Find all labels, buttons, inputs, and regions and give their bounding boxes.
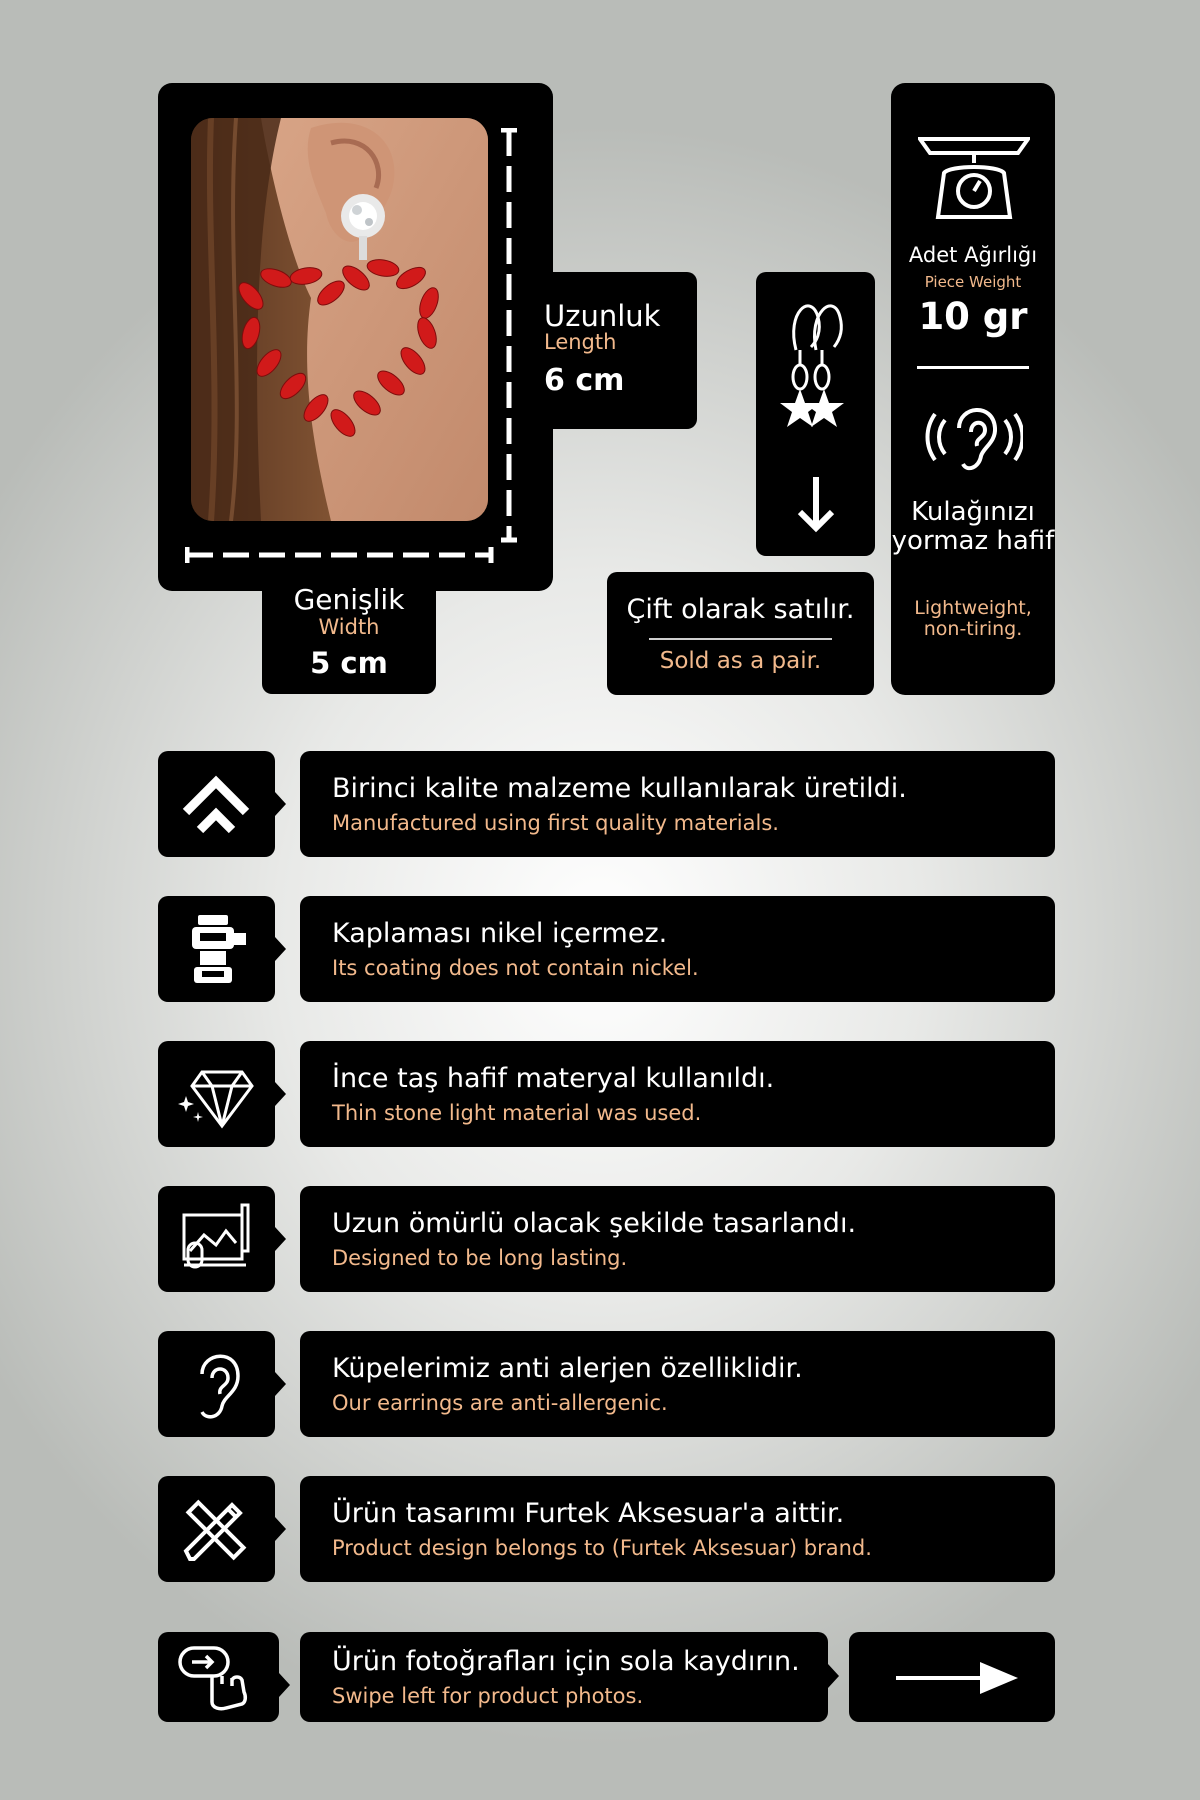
feature-text-en: Manufactured using first quality materials.	[332, 811, 779, 835]
pair-divider	[649, 638, 832, 640]
comfort-label-tr: Kulağınızı yormaz hafif	[891, 497, 1055, 556]
weight-label-tr: Adet Ağırlığı	[908, 243, 1038, 267]
length-label-en: Length	[544, 330, 617, 354]
feature-text-en: Thin stone light material was used.	[332, 1101, 702, 1125]
feature-icon-box	[158, 1041, 275, 1147]
feature-text-en: Product design belongs to (Furtek Aksesuar) brand.	[332, 1536, 872, 1560]
length-measure-line	[493, 128, 523, 543]
width-measure-line	[185, 543, 495, 567]
product-photo-card	[158, 83, 553, 591]
feature-icon-box	[158, 1186, 275, 1292]
feature-row	[300, 1476, 1055, 1582]
feature-row	[300, 896, 1055, 1002]
coating-spray-icon	[176, 909, 256, 989]
feature-text-tr: İnce taş hafif materyal kullanıldı.	[332, 1063, 775, 1094]
feature-icon-box	[158, 1331, 275, 1437]
width-value: 5 cm	[310, 646, 388, 680]
length-label-tr: Uzunluk	[544, 299, 661, 333]
sold-as-pair-card	[607, 572, 874, 695]
design-board-icon	[176, 1199, 256, 1279]
width-info	[262, 580, 436, 694]
weight-divider	[917, 366, 1029, 369]
feature-icon-box	[158, 1476, 275, 1582]
earring-pair-icon	[756, 272, 875, 556]
swipe-arrow-button[interactable]	[849, 1632, 1055, 1722]
feature-text-en: Its coating does not contain nickel.	[332, 956, 699, 980]
length-info	[540, 272, 697, 429]
ear-sound-icon	[923, 398, 1023, 478]
length-value: 6 cm	[544, 363, 625, 398]
quality-chevron-icon	[176, 764, 256, 844]
feature-text-en: Our earrings are anti-allergenic.	[332, 1391, 668, 1415]
product-photo	[191, 118, 488, 521]
pair-label-tr: Çift olarak satılır.	[626, 594, 855, 625]
feature-icon-box	[158, 896, 275, 1002]
feature-icon-box	[158, 751, 275, 857]
feature-text-tr: Birinci kalite malzeme kullanılarak üretildi.	[332, 773, 907, 804]
weight-card	[891, 83, 1055, 695]
pair-icon-card	[756, 272, 875, 556]
weight-value: 10 gr	[918, 295, 1028, 338]
feature-text-tr: Ürün tasarımı Furtek Aksesuar'a aittir.	[332, 1498, 845, 1529]
width-label-en: Width	[318, 615, 380, 639]
feature-row	[300, 1186, 1055, 1292]
feature-text-tr: Kaplaması nikel içermez.	[332, 918, 668, 949]
feature-text-tr: Uzun ömürlü olacak şekilde tasarlandı.	[332, 1208, 857, 1239]
diamond-icon	[176, 1054, 256, 1134]
arrow-right-icon	[894, 1660, 1020, 1696]
feature-row	[300, 1041, 1055, 1147]
scale-icon	[918, 135, 1030, 221]
feature-row	[300, 751, 1055, 857]
feature-text-tr: Küpelerimiz anti alerjen özelliklidir.	[332, 1353, 803, 1384]
pair-label-en: Sold as a pair.	[659, 648, 822, 674]
feature-row	[300, 1331, 1055, 1437]
feature-text-en: Designed to be long lasting.	[332, 1246, 628, 1270]
feature-text-en: Swipe left for product photos.	[332, 1684, 644, 1708]
feature-icon-box	[158, 1632, 279, 1722]
swipe-hand-icon	[176, 1642, 256, 1712]
feature-row	[300, 1632, 828, 1722]
width-label-tr: Genişlik	[293, 583, 405, 616]
comfort-label-en: Lightweight, non-tiring.	[914, 597, 1032, 640]
swipe-pointer	[828, 1664, 839, 1688]
weight-label-en: Piece Weight	[924, 273, 1022, 291]
ear-icon	[176, 1344, 256, 1424]
ruler-pencil-icon	[176, 1489, 256, 1569]
feature-text-tr: Ürün fotoğrafları için sola kaydırın.	[332, 1646, 800, 1677]
